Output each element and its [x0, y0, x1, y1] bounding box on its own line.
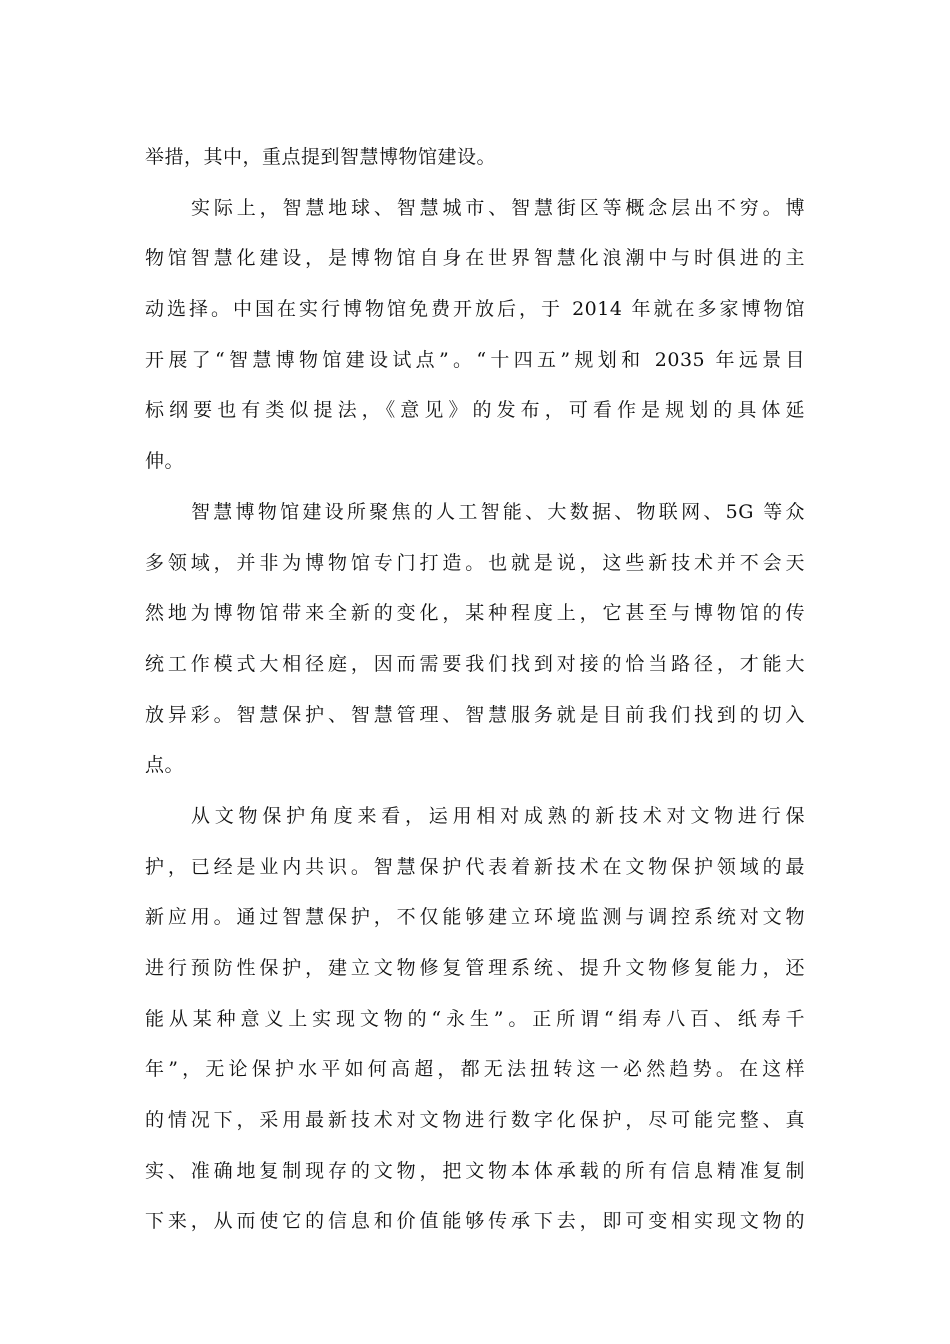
text-line: 新应用。通过智慧保护，不仅能够建立环境监测与调控系统对文物	[145, 906, 805, 929]
text-line: 标纲要也有类似提法，《意见》的发布，可看作是规划的具体延	[145, 399, 805, 422]
text-line: 护，已经是业内共识。智慧保护代表着新技术在文物保护领域的最	[145, 855, 805, 878]
text-line: 动选择。中国在实行博物馆免费开放后，于 2014 年就在多家博物馆	[145, 298, 805, 321]
text-line: 实际上，智慧地球、智慧城市、智慧街区等概念层出不穷。博	[191, 196, 805, 219]
text-line: 能从某种意义上实现文物的“永生”。正所谓“绢寿八百、纸寿千	[145, 1007, 805, 1030]
text-line: 智慧博物馆建设所聚焦的人工智能、大数据、物联网、5G 等众	[191, 500, 805, 523]
text-line: 然地为博物馆带来全新的变化，某种程度上，它甚至与博物馆的传	[145, 602, 805, 625]
text-line: 从文物保护角度来看，运用相对成熟的新技术对文物进行保	[191, 804, 805, 827]
text-line: 点。	[145, 754, 185, 777]
text-line: 多领域，并非为博物馆专门打造。也就是说，这些新技术并不会天	[145, 551, 805, 574]
text-line: 伸。	[145, 450, 185, 473]
text-line: 统工作模式大相径庭，因而需要我们找到对接的恰当路径，才能大	[145, 652, 805, 675]
text-line: 实、准确地复制现存的文物，把文物本体承载的所有信息精准复制	[145, 1159, 805, 1182]
text-line: 开展了“智慧博物馆建设试点”。“十四五”规划和 2035 年远景目	[145, 348, 805, 371]
document-body	[145, 132, 805, 1247]
text-line: 下来，从而使它的信息和价值能够传承下去，即可变相实现文物的	[145, 1210, 805, 1233]
text-line: 进行预防性保护，建立文物修复管理系统、提升文物修复能力，还	[145, 957, 805, 979]
text-line: 放异彩。智慧保护、智慧管理、智慧服务就是目前我们找到的切入	[145, 703, 805, 726]
text-line: 的情况下，采用最新技术对文物进行数字化保护，尽可能完整、真	[145, 1109, 805, 1132]
text-line: 年”，无论保护水平如何高超，都无法扭转这一必然趋势。在这样	[145, 1058, 805, 1081]
text-line: 举措，其中，重点提到智慧博物馆建设。	[145, 146, 497, 168]
text-line: 物馆智慧化建设，是博物馆自身在世界智慧化浪潮中与时俱进的主	[145, 247, 805, 270]
